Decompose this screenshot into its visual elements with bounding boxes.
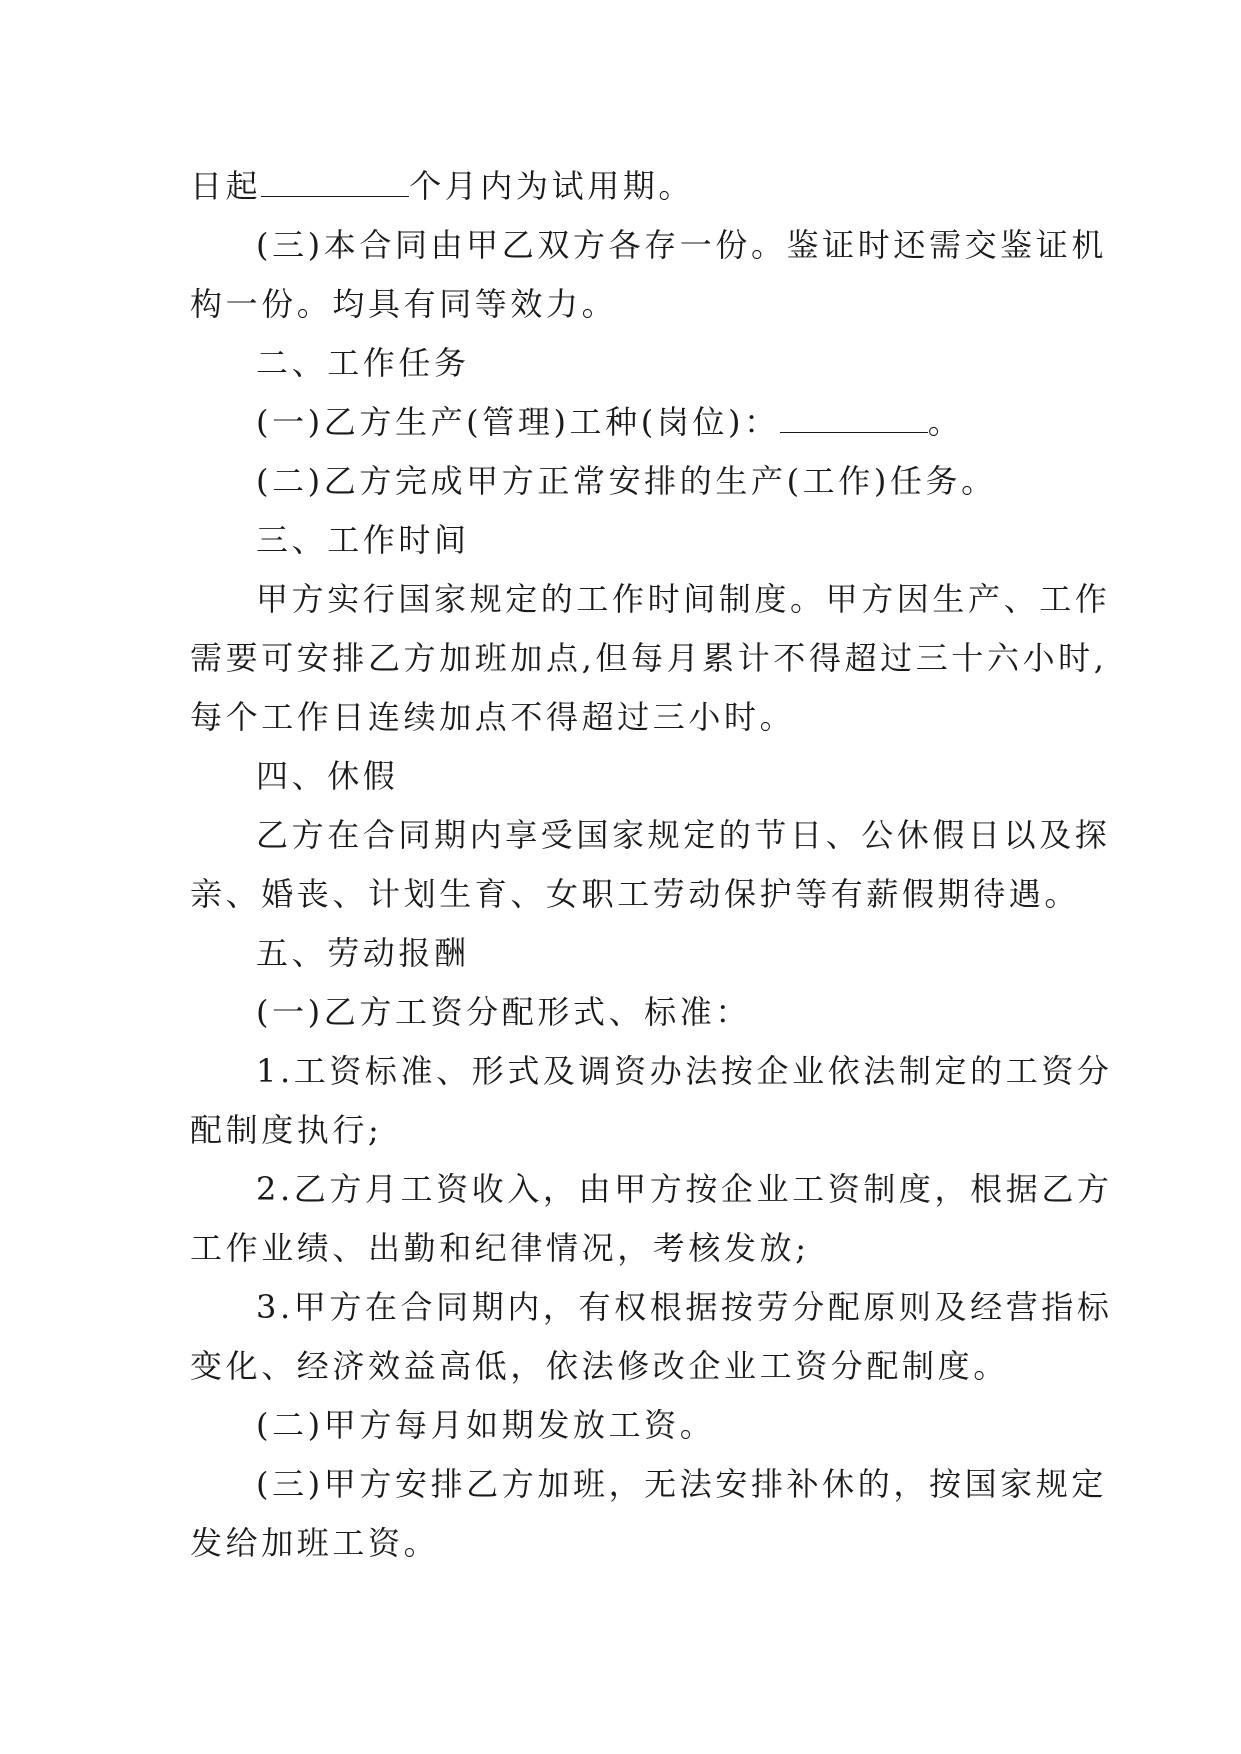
section-heading: 五、劳动报酬 [256,934,470,972]
text-line: (三)本合同由甲乙双方各存一份。鉴证时还需交鉴证机 [256,226,1107,264]
blank-field [780,404,928,433]
text-line: 3.甲方在合同期内，有权根据按劳分配原则及经营指标 [256,1288,1113,1326]
text-line: 工作业绩、出勤和纪律情况，考核发放; [190,1229,810,1267]
text-line: 发给加班工资。 [190,1524,440,1562]
text-line: 变化、经济效益高低，依法修改企业工资分配制度。 [190,1347,1009,1385]
section-heading: 四、休假 [256,757,399,795]
text-line: 配制度执行; [190,1111,383,1149]
text-line: 乙方在合同期内享受国家规定的节日、公休假日以及探 [256,816,1111,854]
text-line: 甲方实行国家规定的工作时间制度。甲方因生产、工作 [256,580,1111,618]
text-line: 每个工作日连续加点不得超过三小时。 [190,698,796,736]
text-line: 日起 个月内为试用期。 [190,167,695,205]
text-line: (二)乙方完成甲方正常安排的生产(工作)任务。 [256,462,997,500]
text-line: 2.乙方月工资收入，由甲方按企业工资制度，根据乙方 [256,1170,1113,1208]
section-heading: 三、工作时间 [256,521,470,559]
text-line: (三)甲方安排乙方加班，无法安排补休的，按国家规定 [256,1465,1107,1503]
text-line: 构一份。均具有同等效力。 [190,285,618,323]
text-line: (二)甲方每月如期发放工资。 [256,1406,716,1444]
text-line: (一)乙方生产(管理)工种(岗位)： 。 [256,403,964,441]
text-line: 亲、婚丧、计划生育、女职工劳动保护等有薪假期待遇。 [190,875,1081,913]
section-heading: 二、工作任务 [256,344,470,382]
text-line: 1.工资标准、形式及调资办法按企业依法制定的工资分 [256,1052,1113,1090]
blank-field [261,168,409,197]
text-line: (一)乙方工资分配形式、标准： [256,993,751,1031]
text-line: 需要可安排乙方加班加点,但每月累计不得超过三十六小时, [190,639,1108,677]
